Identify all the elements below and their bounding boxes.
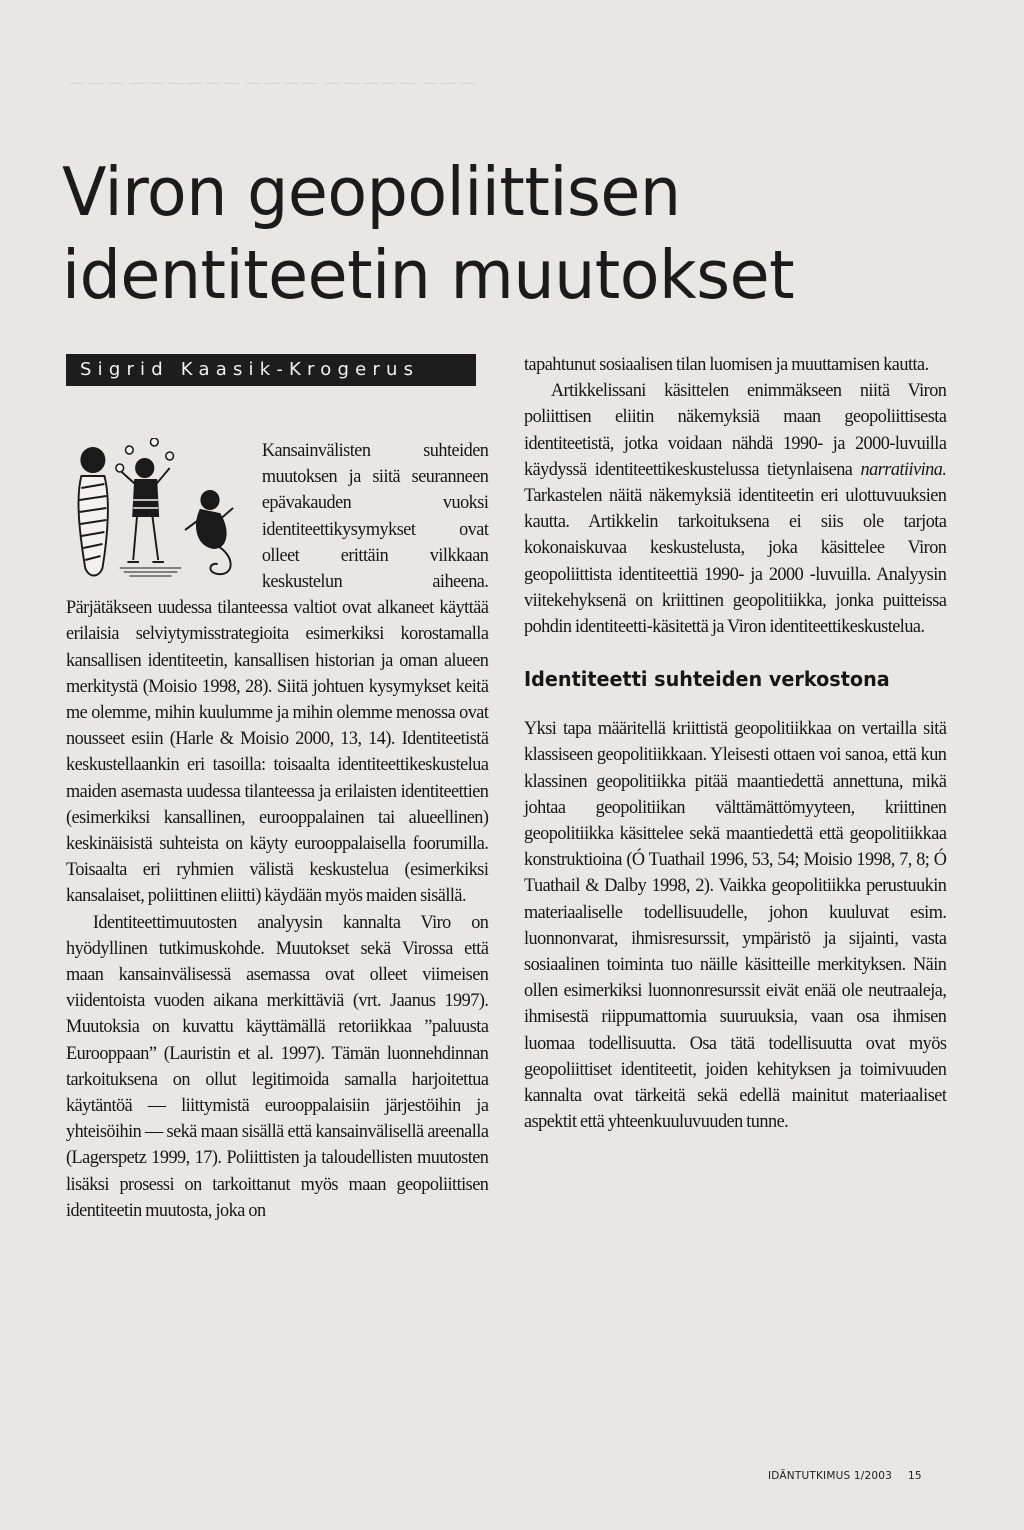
emphasis-narratiivina: narratiivina. [860,458,947,480]
paragraph-text: Artikkelissani käsittelen enimmäkseen niitä Viron poliittisen eliitin näkemyksiä maan geopoliittisesta identiteetistä, jotka voidaan nähdä 1990- ja 2000-luvuilla käydyssä identiteettikeskustelussa tietynlaisena [524,380,947,480]
paragraph: tapahtunut sosiaalisen tilan luomisen ja muuttamisen kautta. [524,354,929,375]
title-line-2: identiteetin muutokset [62,235,795,314]
juggler-illustration [66,438,254,588]
paragraph [524,378,946,640]
column-left [66,438,488,1224]
mummy-figure [79,448,108,576]
paragraph-text: Tarkastelen näitä näkemyksiä identiteetin eri ulottuvuuksien kautta. Artikkelin tarkoituksena ei siis ole tarjota kokonaiskuvaa keskustelusta, joka käsittelee Viron geopoliittista identiteettiä 1990- ja 2000 -luvuilla. Analyysin viitekehyksenä on kriittinen geopolitiikka, jonka puitteissa pohdin identiteetti-käsitettä ja Viron identiteettikeskustelua. [524,485,947,638]
paragraph: Identiteettimuutosten analyysin kannalta Viro on hyödyllinen tutkimuskohde. Muutokset sekä Virossa että maan kansainvälisessä asemassa ovat olleet viimeisen viidentoista vuoden aikana merkittäviä (vrt. Jaanus 1997). Muutoksia on kuvattu käyttämällä retoriikkaa ”paluusta Eurooppaan” (Lauristin et al. 1997). Tämän luonnehdinnan tarkoituksena on ollut legitimoida samalla harjoitettua käytäntöä — liittymistä eurooppalaisiin järjestöihin ja yhteisöihin — sekä maan sisällä että kansainvälisellä areenalla (Lagerspetz 1999, 17). Poliittisten ja taloudellisten muutosten lisäksi prosessi on tarkoittanut myös maan geopoliittisen identiteetin muutosta, joka on [66,911,489,1221]
journal-issue: IDÄNTUTKIMUS 1/2003 [768,1470,893,1482]
paragraph: Yksi tapa määritellä kriittistä geopolitiikkaa on vertailla sitä klassiseen geopolitiikkaan. Yleisesti ottaen voi sanoa, että kun klassinen geopolitiikka pitää maantiedettä annettuna, mikä johtaa geopolitiikan välttämättömyyteen, kriittinen geopolitiikka käsittelee sekä maantiedettä että geopolitiikkaa konstruktioina (Ó Tuathail 1996, 53, 54; Moisio 1998, 7, 8; Ó Tuathail & Dalby 1998, 2). Vaikka geopolitiikka perustuukin materiaaliselle todellisuudelle, johon kuuluvat esim. luonnonvarat, ihmisresurssit, ympäristö ja sijainti, vasta sosiaalinen toiminta tuo näille käsitteille merkityksen. Näin ollen esimerkiksi luonnonresurssit eivät enää ole neutraaleja, ihmisestä riippumattomia suuruuksia, vaan osa ihmisen luomaa todellisuutta. Osa tätä todellisuutta ovat myös geopoliittiset identiteetit, joiden kehityksen ja toimivuuden kannalta ovat tärkeitä sekä edellä mainitut materiaaliset aspektit että yhteenkuuluvuuden tunne. [524,718,947,1133]
author-banner: Sigrid Kaasik-Krogerus [66,354,476,386]
ground-hatching [120,568,181,576]
article-title [62,151,935,317]
page-footer [768,1470,922,1482]
title-line-1: Viron geopoliittisen [62,152,681,231]
monkey-figure [185,491,233,574]
show-through-left: — — — — — — — — — — — — — — — — — — — — — [70,75,475,91]
section-heading: Identiteetti suhteiden verkostona [524,667,890,692]
column-right [524,352,946,1135]
juggler-figure [122,459,170,562]
page-number: 15 [908,1470,922,1482]
paragraph: Kansainvälisten suhteiden muutoksen ja siitä seuranneen epävakauden vuoksi identiteettikysymykset ovat olleet erittäin vilkkaan keskustelun aiheena. Pärjätäkseen uudessa tilanteessa valtiot ovat alkaneet käyttää erilaisia selviytymisstrategioita esimerkiksi korostamalla kansallisen identiteetin, kansallisen historian ja oman alueen merkitystä (Moisio 1998, 28). Siitä johtuen kysymykset keitä me olemme, mihin kuulumme ja mihin olemme menossa ovat nousseet esiin (Harle & Moisio 2000, 13, 14). Identiteetistä keskustellaankin eri tasoilla: toisaalta identiteettikeskustelua maiden asemasta uudessa tilanteessa ja erilaisten identiteettien (esimerkiksi kansallinen, eurooppalainen tai alueellinen) keskinäisistä suhteista on käyty eurooppalaisella foorumilla. Toisaalta eri ryhmien välistä keskustelua (esimerkiksi kansalaiset, poliittinen eliitti) käydään myös maiden sisällä. [66,440,489,907]
